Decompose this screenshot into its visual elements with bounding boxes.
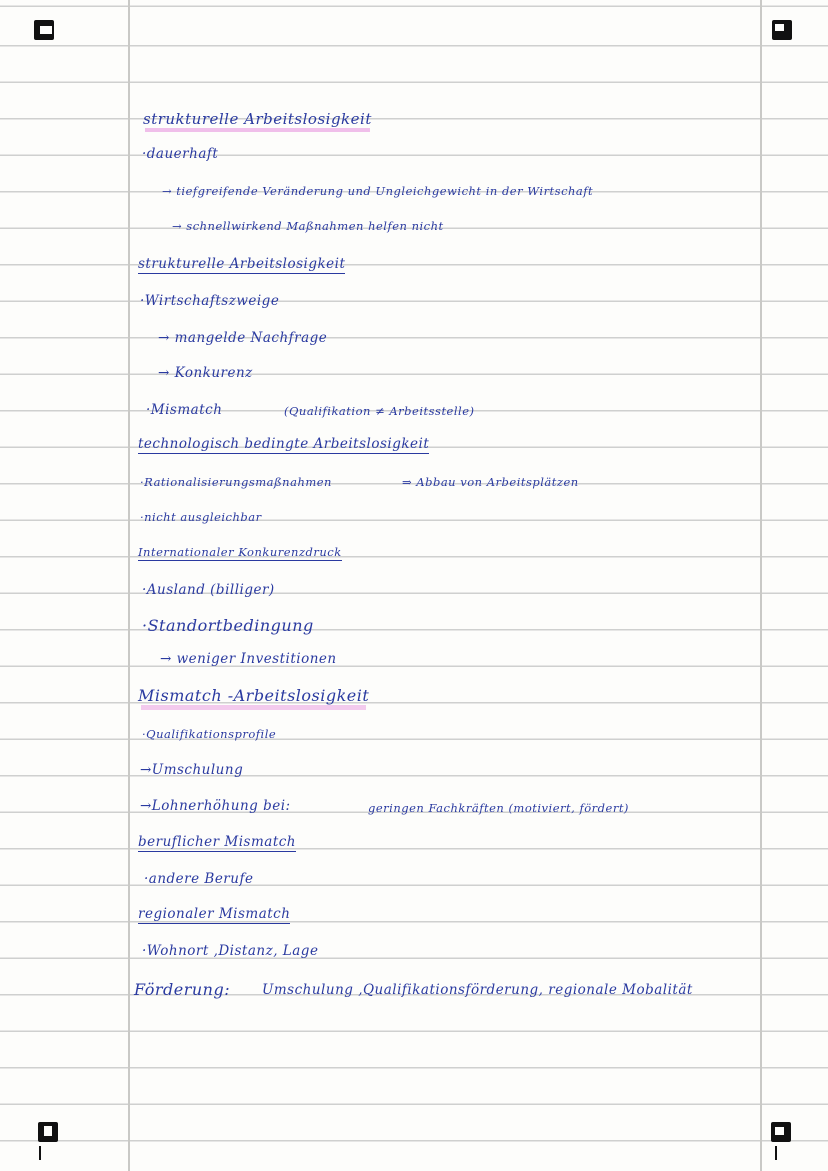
heading-international: Internationaler Konkurenzdruck <box>138 545 342 559</box>
note-line: ·Mismatch <box>146 402 223 418</box>
note-line: → weniger Investitionen <box>160 651 337 667</box>
scan-marker-icon <box>771 1122 791 1142</box>
scan-marker-icon <box>34 20 54 40</box>
left-margin-line <box>128 0 130 1171</box>
scan-marker-bar <box>775 1146 777 1160</box>
note-line: ·Wohnort ,Distanz, Lage <box>142 943 319 959</box>
note-line: → schnellwirkend Maßnahmen helfen nicht <box>172 219 444 233</box>
note-line: ·Rationalisierungsmaßnahmen <box>140 475 332 489</box>
scan-marker-icon <box>38 1122 58 1142</box>
note-line: ⇒ Abbau von Arbeitsplätzen <box>402 475 579 489</box>
note-line: Umschulung ,Qualifikationsförderung, regionale Mobalität <box>262 982 693 998</box>
note-line: →Lohnerhöhung bei: <box>140 798 291 814</box>
note-line: ·Standortbedingung <box>142 616 314 635</box>
note-line: ·nicht ausgleichbar <box>140 510 262 524</box>
note-line: →Umschulung <box>140 762 244 778</box>
note-line: → Konkurenz <box>158 365 253 381</box>
heading-regionaler: regionaler Mismatch <box>138 906 291 922</box>
note-line: ·dauerhaft <box>142 146 219 162</box>
note-line: → mangelde Nachfrage <box>158 330 328 346</box>
heading-mismatch: Mismatch -Arbeitslosigkeit <box>138 686 370 705</box>
heading-strukturelle-1: strukturelle Arbeitslosigkeit <box>143 110 372 128</box>
heading-technologisch: technologisch bedingte Arbeitslosigkeit <box>138 436 430 452</box>
foerderung-label: Förderung: <box>134 980 231 999</box>
heading-strukturelle-2: strukturelle Arbeitslosigkeit <box>138 256 346 272</box>
note-line: → tiefgreifende Veränderung und Ungleichgewicht in der Wirtschaft <box>162 184 594 198</box>
note-line: ·Ausland (billiger) <box>142 582 275 598</box>
note-line: geringen Fachkräften (motiviert, fördert) <box>368 801 629 815</box>
note-line: ·andere Berufe <box>144 871 254 887</box>
scan-marker-icon <box>772 20 792 40</box>
scan-marker-bar <box>39 1146 41 1160</box>
note-line: ·Wirtschaftszweige <box>140 293 280 309</box>
heading-beruflicher: beruflicher Mismatch <box>138 834 296 850</box>
note-line: ·Qualifikationsprofile <box>142 727 277 741</box>
right-margin-line <box>760 0 762 1171</box>
note-line: (Qualifikation ≠ Arbeitsstelle) <box>284 404 475 418</box>
